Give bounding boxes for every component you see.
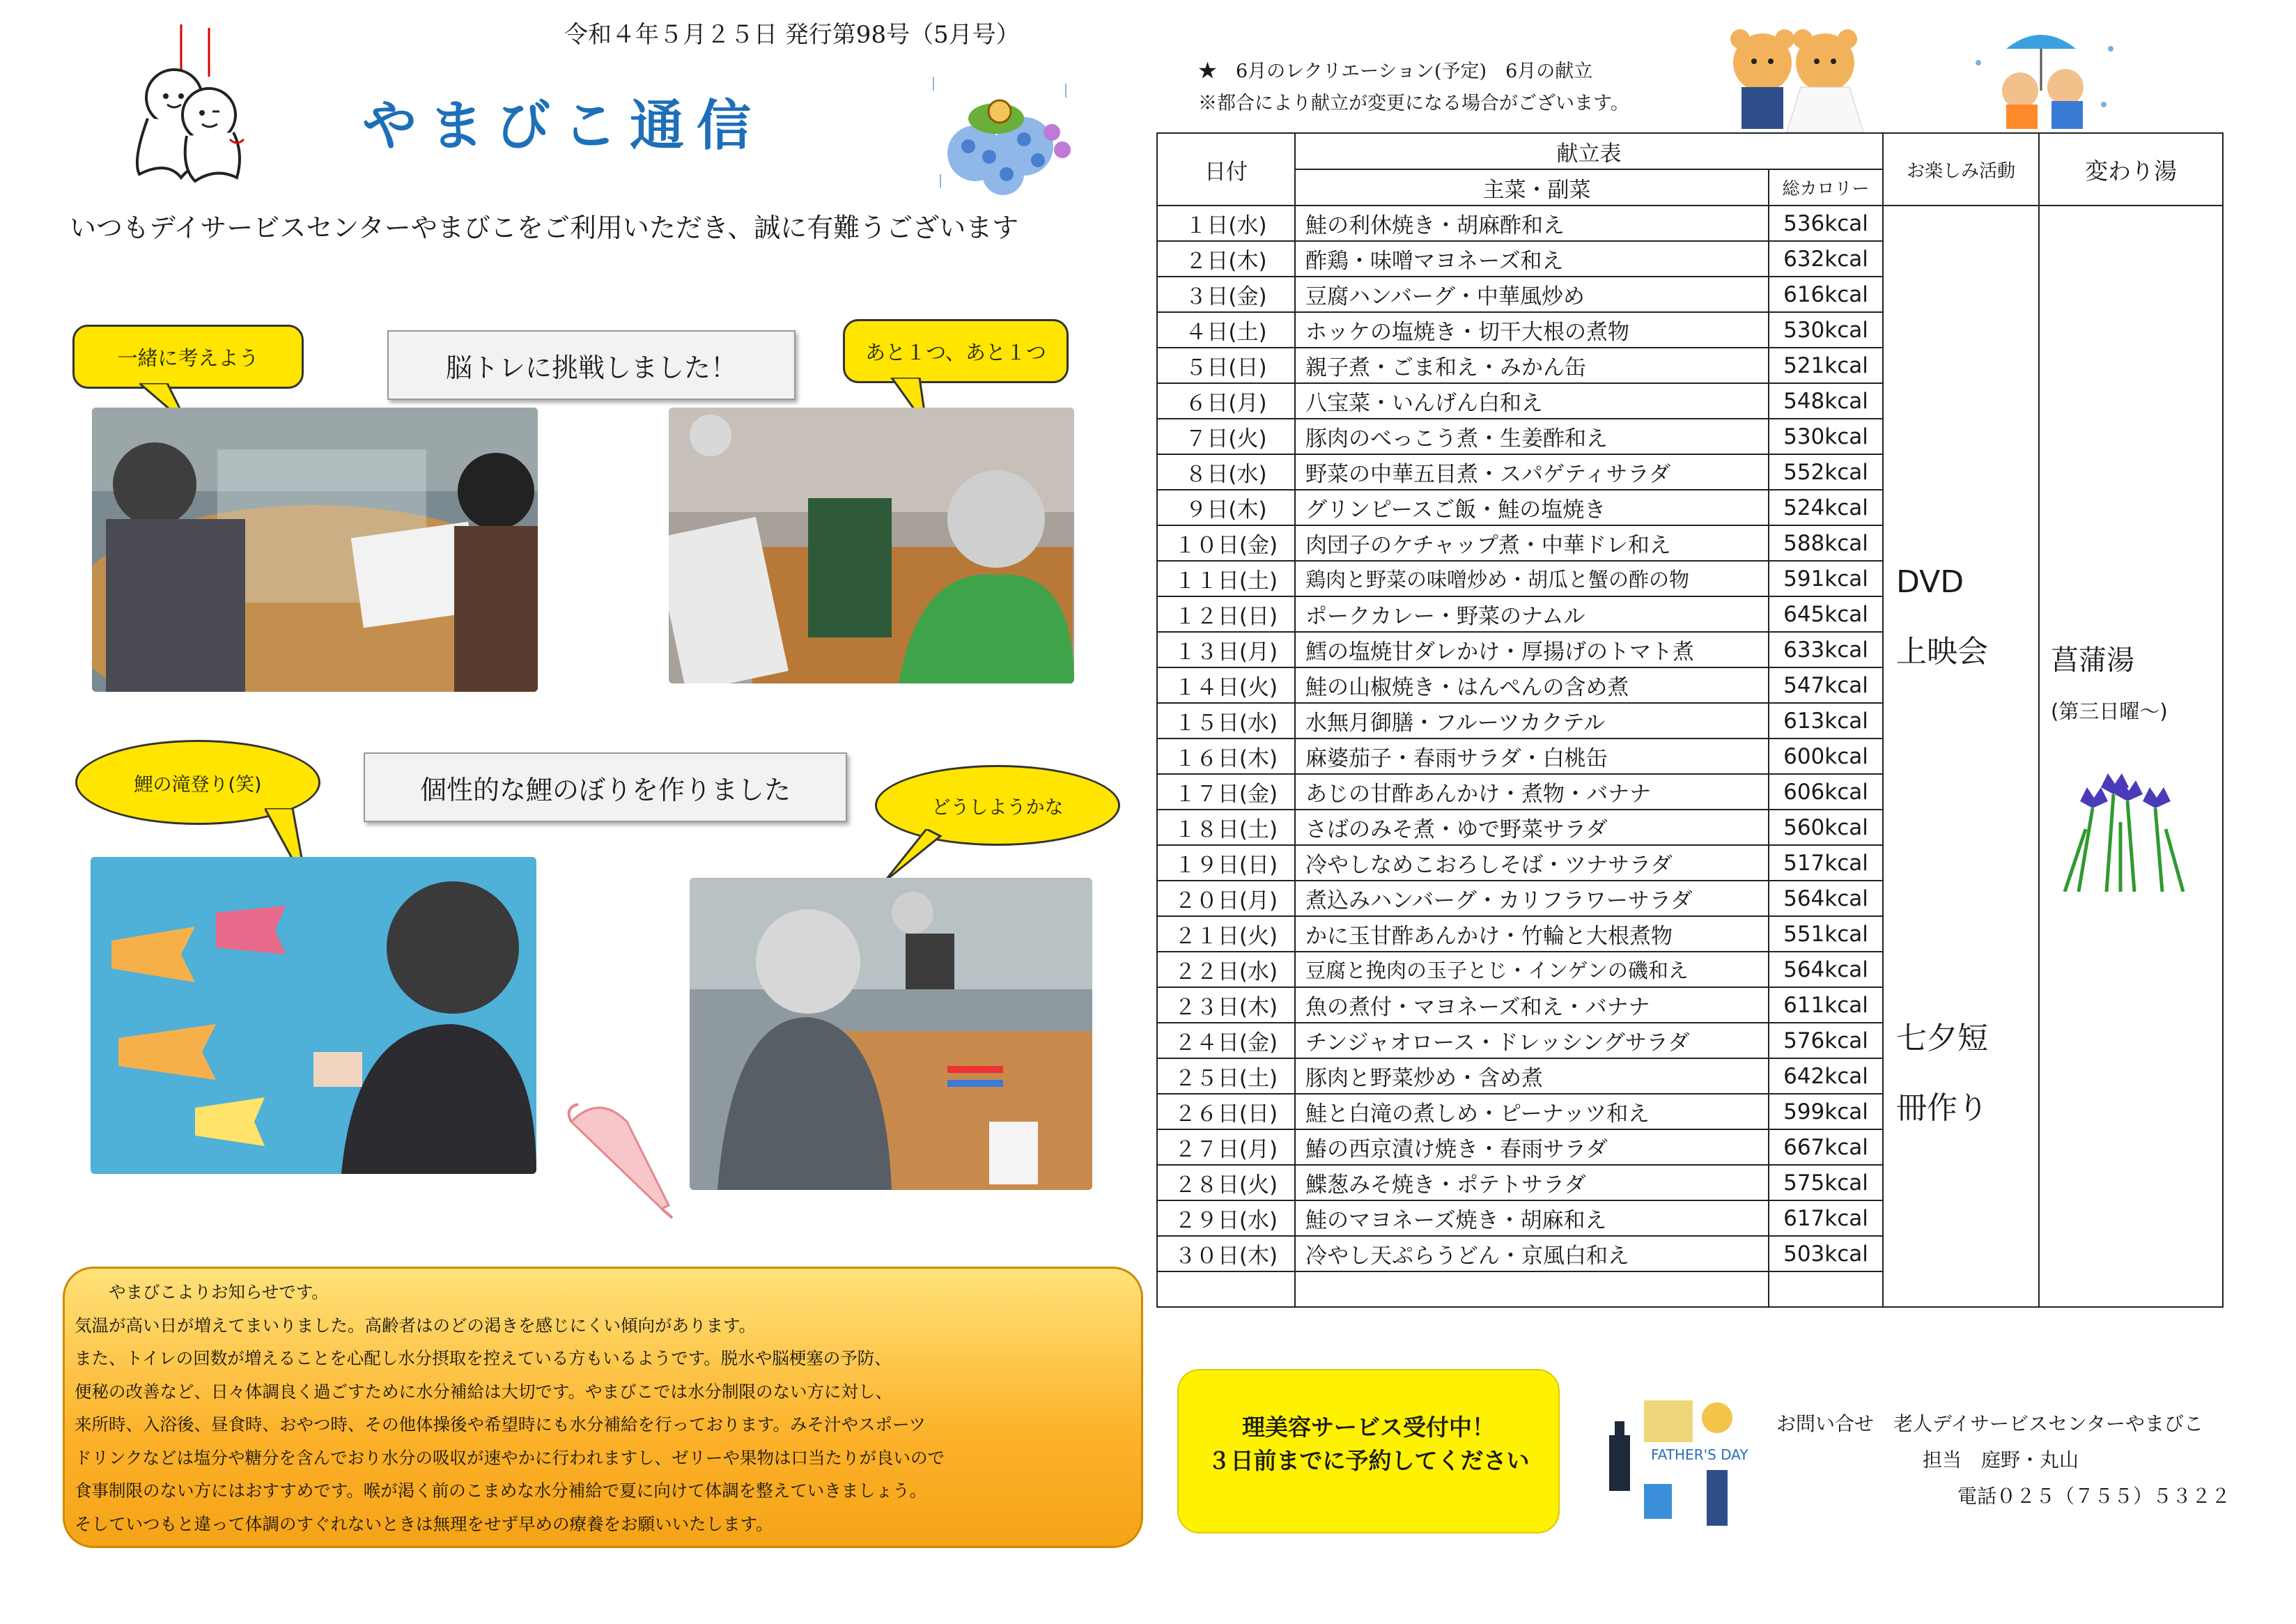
speech-bubble-4: どうしようかな: [875, 765, 1120, 846]
brain-training-title: 脳トレに挑戦しました！: [387, 330, 796, 400]
menu-dish: 豚肉のべっこう煮・生姜酢和え: [1295, 419, 1769, 454]
notice-text: [75, 1276, 1133, 1540]
photo-koinobori-2: [690, 878, 1092, 1190]
menu-dish: 野菜の中華五目煮・スパゲティサラダ: [1295, 454, 1769, 490]
activity-cell: [1883, 206, 2039, 1307]
menu-kcal: 521kcal: [1769, 348, 1883, 383]
newsletter-title: やまびこ通信: [362, 94, 764, 157]
umbrella-icon: [557, 1094, 683, 1219]
menu-kcal: 551kcal: [1769, 916, 1883, 952]
header-date: 日付: [1157, 133, 1295, 206]
menu-dish: 親子煮・ごま和え・みかん缶: [1295, 348, 1769, 383]
notice-line: 食事制限のない方にはおすすめです。喉が渇く前のこまめな水分補給で夏に向けて体調を整えていきましょう。: [75, 1480, 927, 1501]
menu-dish: 魚の煮付・マヨネーズ和え・バナナ: [1295, 987, 1769, 1023]
menu-dish: 八宝菜・いんげん白和え: [1295, 383, 1769, 419]
menu-dish: 鰆の西京漬け焼き・春雨サラダ: [1295, 1129, 1769, 1165]
contact-info: [1776, 1406, 2231, 1515]
menu-date: １３日(月): [1157, 632, 1295, 667]
hydrangea-snail-icon: [920, 70, 1087, 195]
menu-date: １２日(日): [1157, 596, 1295, 632]
kids-umbrella-icon: [1964, 21, 2132, 132]
menu-date: ２２日(水): [1157, 952, 1295, 987]
contact-line1: お問い合せ 老人デイサービスセンターやまびこ: [1776, 1412, 2203, 1435]
menu-header-line2: ※都合により献立が変更になる場合がございます。: [1198, 93, 1629, 114]
notice-line: そしていつもと違って体調のすぐれないときは無理をせず早めの療養をお願いいたします。: [75, 1513, 773, 1534]
menu-kcal: 503kcal: [1769, 1236, 1883, 1271]
menu-dish: あじの甘酢あんかけ・煮物・バナナ: [1295, 774, 1769, 810]
menu-dish: 鱈の塩焼甘ダレかけ・厚揚げのトマト煮: [1295, 632, 1769, 667]
bath-name: 菖蒲湯: [2051, 644, 2134, 676]
menu-date: １９日(日): [1157, 845, 1295, 881]
menu-kcal: 617kcal: [1769, 1200, 1883, 1236]
menu-date: １７日(金): [1157, 774, 1295, 810]
menu-date: ７日(火): [1157, 419, 1295, 454]
menu-kcal: 588kcal: [1769, 525, 1883, 561]
fathers-day-text: FATHER'S DAY: [1651, 1446, 1748, 1463]
notice-line: ドリンクなどは塩分や糖分を含んでおり水分の吸収が速やかに行われますし、ゼリーや果物は口当たりが良いので: [75, 1447, 945, 1468]
activity-tanabata: 七夕短: [1896, 1021, 1988, 1056]
menu-kcal: 613kcal: [1769, 703, 1883, 738]
menu-date: ２５日(土): [1157, 1058, 1295, 1094]
notice-box: [63, 1267, 1143, 1548]
speech-bubble-2: あと１つ、あと１つ: [843, 319, 1069, 383]
menu-date: ２９日(水): [1157, 1200, 1295, 1236]
menu-kcal: 611kcal: [1769, 987, 1883, 1023]
koinobori-title: 個性的な鯉のぼりを作りました: [364, 752, 847, 822]
menu-dish: 鰈葱みそ焼き・ポテトサラダ: [1295, 1165, 1769, 1200]
menu-kcal: 564kcal: [1769, 881, 1883, 916]
menu-kcal: 606kcal: [1769, 774, 1883, 810]
menu-kcal: 530kcal: [1769, 312, 1883, 348]
menu-dish: グリンピースご飯・鮭の塩焼き: [1295, 490, 1769, 525]
menu-table: [1156, 132, 2224, 1308]
bubble-tail: [885, 829, 947, 885]
menu-date: ６日(月): [1157, 383, 1295, 419]
menu-date: ９日(木): [1157, 490, 1295, 525]
menu-date: ５日(日): [1157, 348, 1295, 383]
photo-koinobori-1: [91, 857, 536, 1174]
menu-dish: 鮭の利休焼き・胡麻酢和え: [1295, 206, 1769, 241]
menu-kcal: 524kcal: [1769, 490, 1883, 525]
menu-date: ２８日(火): [1157, 1165, 1295, 1200]
menu-header-line1: ★ 6月のレクリエーション(予定) 6月の献立: [1198, 61, 1593, 82]
menu-date: ２４日(金): [1157, 1023, 1295, 1058]
menu-kcal: 616kcal: [1769, 277, 1883, 312]
menu-kcal: 667kcal: [1769, 1129, 1883, 1165]
menu-kcal: 564kcal: [1769, 952, 1883, 987]
contact-phone: 電話０２５（７５５）５３２２: [1957, 1485, 2231, 1508]
greeting-text: いつもデイサービスセンターやまびこをご利用いただき、誠に有難うございます: [70, 212, 1019, 243]
speech-bubble-1: 一緒に考えよう: [72, 325, 304, 389]
iris-flower-icon: [2051, 766, 2197, 892]
menu-date: １５日(水): [1157, 703, 1295, 738]
salon-notice: [1177, 1369, 1560, 1533]
notice-line: 来所時、入浴後、昼食時、おやつ時、その他体操後や希望時にも水分補給を行っております。みそ汁やスポーツ: [75, 1414, 926, 1434]
header-activity: お楽しみ活動: [1883, 133, 2039, 206]
menu-dish: 煮込みハンバーグ・カリフラワーサラダ: [1295, 881, 1769, 916]
menu-date: １日(水): [1157, 206, 1295, 241]
menu-date: １８日(土): [1157, 810, 1295, 845]
menu-dish: 鮭の山椒焼き・はんぺんの含め煮: [1295, 667, 1769, 703]
menu-dish: 冷やしなめこおろしそば・ツナサラダ: [1295, 845, 1769, 881]
menu-date: ３日(金): [1157, 277, 1295, 312]
menu-kcal: 645kcal: [1769, 596, 1883, 632]
bear-couple-icon: [1714, 21, 1874, 132]
menu-date: １０日(金): [1157, 525, 1295, 561]
photo-brain-training-2: [669, 408, 1074, 683]
activity-dvd: DVD: [1896, 564, 1964, 600]
header-menu: 献立表: [1295, 133, 1883, 169]
menu-dish: 肉団子のケチャップ煮・中華ドレ和え: [1295, 525, 1769, 561]
menu-dish: 冷やし天ぷらうどん・京風白和え: [1295, 1236, 1769, 1271]
bath-cell: [2039, 206, 2223, 1307]
menu-kcal: 552kcal: [1769, 454, 1883, 490]
menu-kcal: 600kcal: [1769, 738, 1883, 774]
salon-line2: ３日前までに予約してください: [1207, 1447, 1530, 1474]
notice-line: 気温が高い日が増えてまいりました。高齢者はのどの渇きを感じにくい傾向があります。: [75, 1315, 757, 1336]
photo-brain-training-1: [92, 408, 538, 692]
menu-date-empty: [1157, 1271, 1295, 1307]
menu-date: ２１日(火): [1157, 916, 1295, 952]
menu-dish: 水無月御膳・フルーツカクテル: [1295, 703, 1769, 738]
notice-line: また、トイレの回数が増えることを心配し水分摂取を控えている方もいるようです。脱水や脳梗塞の予防、: [75, 1348, 892, 1368]
menu-dish: 酢鶏・味噌マヨネーズ和え: [1295, 241, 1769, 277]
header-dish: 主菜・副菜: [1295, 169, 1769, 206]
menu-kcal: 642kcal: [1769, 1058, 1883, 1094]
activity-dvd-2: 上映会: [1896, 634, 1988, 670]
menu-kcal: 591kcal: [1769, 561, 1883, 596]
menu-dish: チンジャオロース・ドレッシングサラダ: [1295, 1023, 1769, 1058]
menu-dish: 鶏肉と野菜の味噌炒め・胡瓜と蟹の酢の物: [1295, 561, 1769, 596]
menu-date: ２０日(月): [1157, 881, 1295, 916]
menu-header: [1198, 56, 1629, 120]
menu-date: ２７日(月): [1157, 1129, 1295, 1165]
menu-dish: 鮭のマヨネーズ焼き・胡麻和え: [1295, 1200, 1769, 1236]
menu-date: ２６日(日): [1157, 1094, 1295, 1129]
menu-dish: 鮭と白滝の煮しめ・ピーナッツ和え: [1295, 1094, 1769, 1129]
menu-date: ２日(木): [1157, 241, 1295, 277]
menu-dish: 豚肉と野菜炒め・含め煮: [1295, 1058, 1769, 1094]
salon-line1: 理美容サービス受付中！: [1242, 1414, 1495, 1441]
menu-dish: かに玉甘酢あんかけ・竹輪と大根煮物: [1295, 916, 1769, 952]
menu-dish-empty: [1295, 1271, 1769, 1307]
menu-dish: ホッケの塩焼き・切干大根の煮物: [1295, 312, 1769, 348]
menu-kcal: 536kcal: [1769, 206, 1883, 241]
menu-date: ３０日(木): [1157, 1236, 1295, 1271]
menu-dish: ポークカレー・野菜のナムル: [1295, 596, 1769, 632]
menu-kcal: 517kcal: [1769, 845, 1883, 881]
menu-kcal: 548kcal: [1769, 383, 1883, 419]
issue-date: 令和４年５月２５日 発行第98号（5月号）: [564, 21, 1020, 49]
menu-kcal: 632kcal: [1769, 241, 1883, 277]
menu-date: １１日(土): [1157, 561, 1295, 596]
menu-date: ２３日(木): [1157, 987, 1295, 1023]
menu-kcal: 560kcal: [1769, 810, 1883, 845]
fathers-day-icon: [1602, 1393, 1748, 1533]
contact-line2: 担当 庭野・丸山: [1923, 1448, 2079, 1471]
menu-kcal: 547kcal: [1769, 667, 1883, 703]
menu-date: １６日(木): [1157, 738, 1295, 774]
menu-dish: 豆腐と挽肉の玉子とじ・インゲンの磯和え: [1295, 952, 1769, 987]
menu-kcal: 633kcal: [1769, 632, 1883, 667]
menu-dish: 豆腐ハンバーグ・中華風炒め: [1295, 277, 1769, 312]
menu-date: ８日(水): [1157, 454, 1295, 490]
menu-kcal: 575kcal: [1769, 1165, 1883, 1200]
menu-kcal: 576kcal: [1769, 1023, 1883, 1058]
activity-tanabata-2: 冊作り: [1896, 1090, 1988, 1126]
menu-dish: 麻婆茄子・春雨サラダ・白桃缶: [1295, 738, 1769, 774]
speech-bubble-3: 鯉の滝登り(笑): [75, 740, 320, 825]
menu-kcal: 599kcal: [1769, 1094, 1883, 1129]
notice-line: やまびこよりお知らせです。: [75, 1282, 329, 1302]
menu-date: ４日(土): [1157, 312, 1295, 348]
teru-teru-bozu-icon: [104, 21, 265, 188]
menu-kcal-empty: [1769, 1271, 1883, 1307]
menu-kcal: 530kcal: [1769, 419, 1883, 454]
menu-dish: さばのみそ煮・ゆで野菜サラダ: [1295, 810, 1769, 845]
menu-date: １４日(火): [1157, 667, 1295, 703]
notice-line: 便秘の改善など、日々体調良く過ごすために水分補給は大切です。やまびこでは水分制限のない方に対し、: [75, 1381, 893, 1402]
header-kcal: 総カロリー: [1769, 169, 1883, 206]
header-bath: 変わり湯: [2039, 133, 2223, 206]
bath-note: (第三日曜～): [2051, 699, 2168, 723]
